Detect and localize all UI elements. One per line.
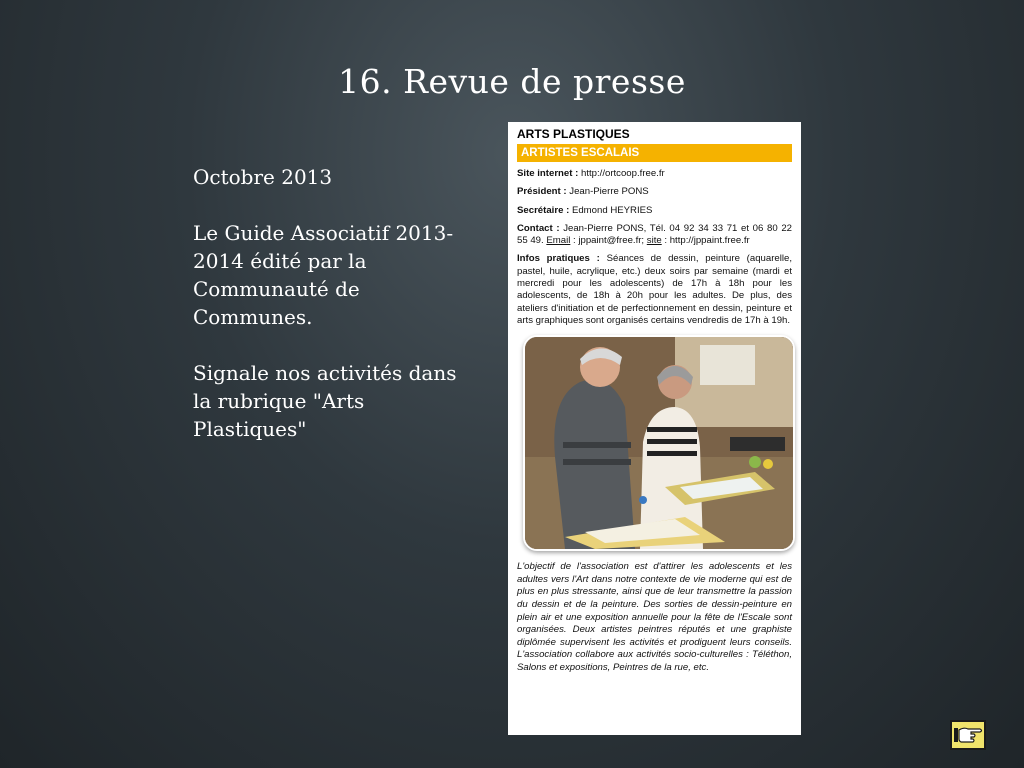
- slide-body: [193, 163, 478, 471]
- clipping-info: [517, 253, 792, 327]
- clipping-secretary: [517, 205, 792, 217]
- slide-date: Octobre 2013: [193, 165, 333, 189]
- slide-paragraph-guide: Le Guide Associatif 2013-2014 édité par la Communauté de Communes.: [193, 221, 454, 329]
- clipping-description: L'objectif de l'association est d'attirer les adolescents et les adultes vers l'Art dans notre contexte de vie moderne qui est de plus en plus stressante, ainsi que de leur transmettre la passion du dessin et de la peinture. Des sorties de dessin-peinture en plein air et une exposition annuelle pour la fête de l'Escale sont organisées. Deux artistes peintres réputés et une graphiste diplômée supervisent les activités et prodiguent leurs conseils. L'association collabore aux activités socio-culturelles : Téléthon, Salons et expositions, Peintres de la rue, etc.: [517, 561, 792, 674]
- email-value: : jppaint@free.fr;: [573, 235, 645, 247]
- clipping-band: ARTISTES ESCALAIS: [517, 144, 792, 162]
- contact-site-label: site: [646, 235, 662, 247]
- slide-paragraph-rubrique: Signale nos activités dans la rubrique "Arts Plastiques": [193, 361, 457, 441]
- clipping-president: [517, 186, 792, 198]
- info-label: Infos pratiques :: [517, 253, 600, 265]
- clipping-contact: [517, 223, 792, 248]
- president-label: Président :: [517, 186, 567, 198]
- secretary-value: Edmond HEYRIES: [571, 204, 653, 216]
- email-label: Email: [546, 235, 571, 247]
- next-slide-button[interactable]: [950, 720, 986, 750]
- president-value: Jean-Pierre PONS: [569, 186, 649, 198]
- site-label: Site internet :: [517, 168, 579, 179]
- clipping-heading: ARTS PLASTIQUES: [517, 127, 630, 141]
- clipping-site: [517, 168, 792, 180]
- painting-class-photo: [523, 335, 795, 551]
- contact-text: Jean-Pierre PONS, Tél. 04 92 34 33 71 et 06 80 22 55 49.: [517, 222, 792, 247]
- press-clipping: [508, 122, 801, 735]
- pointing-hand-icon: [952, 722, 984, 748]
- secretary-label: Secrétaire :: [517, 204, 570, 216]
- contact-site-value: : http://jppaint.free.fr: [664, 235, 750, 247]
- contact-label: Contact :: [517, 222, 560, 234]
- slide-title: 16. Revue de presse: [338, 62, 686, 101]
- info-text: Séances de dessin, peinture (aquarelle, pastel, huile, acrylique, etc.) deux soirs par semaine (mardi et mercredi pour les adolescents) de 17h à 18h pour les adolescents, de 18h à 20h pour les adultes. De plus, des ateliers d'initiation et de perfectionnement en dessin, peinture et arts graphiques sont organisés certains vendredis de 17h à 19h.: [517, 253, 793, 326]
- site-value: http://ortcoop.free.fr: [580, 168, 665, 179]
